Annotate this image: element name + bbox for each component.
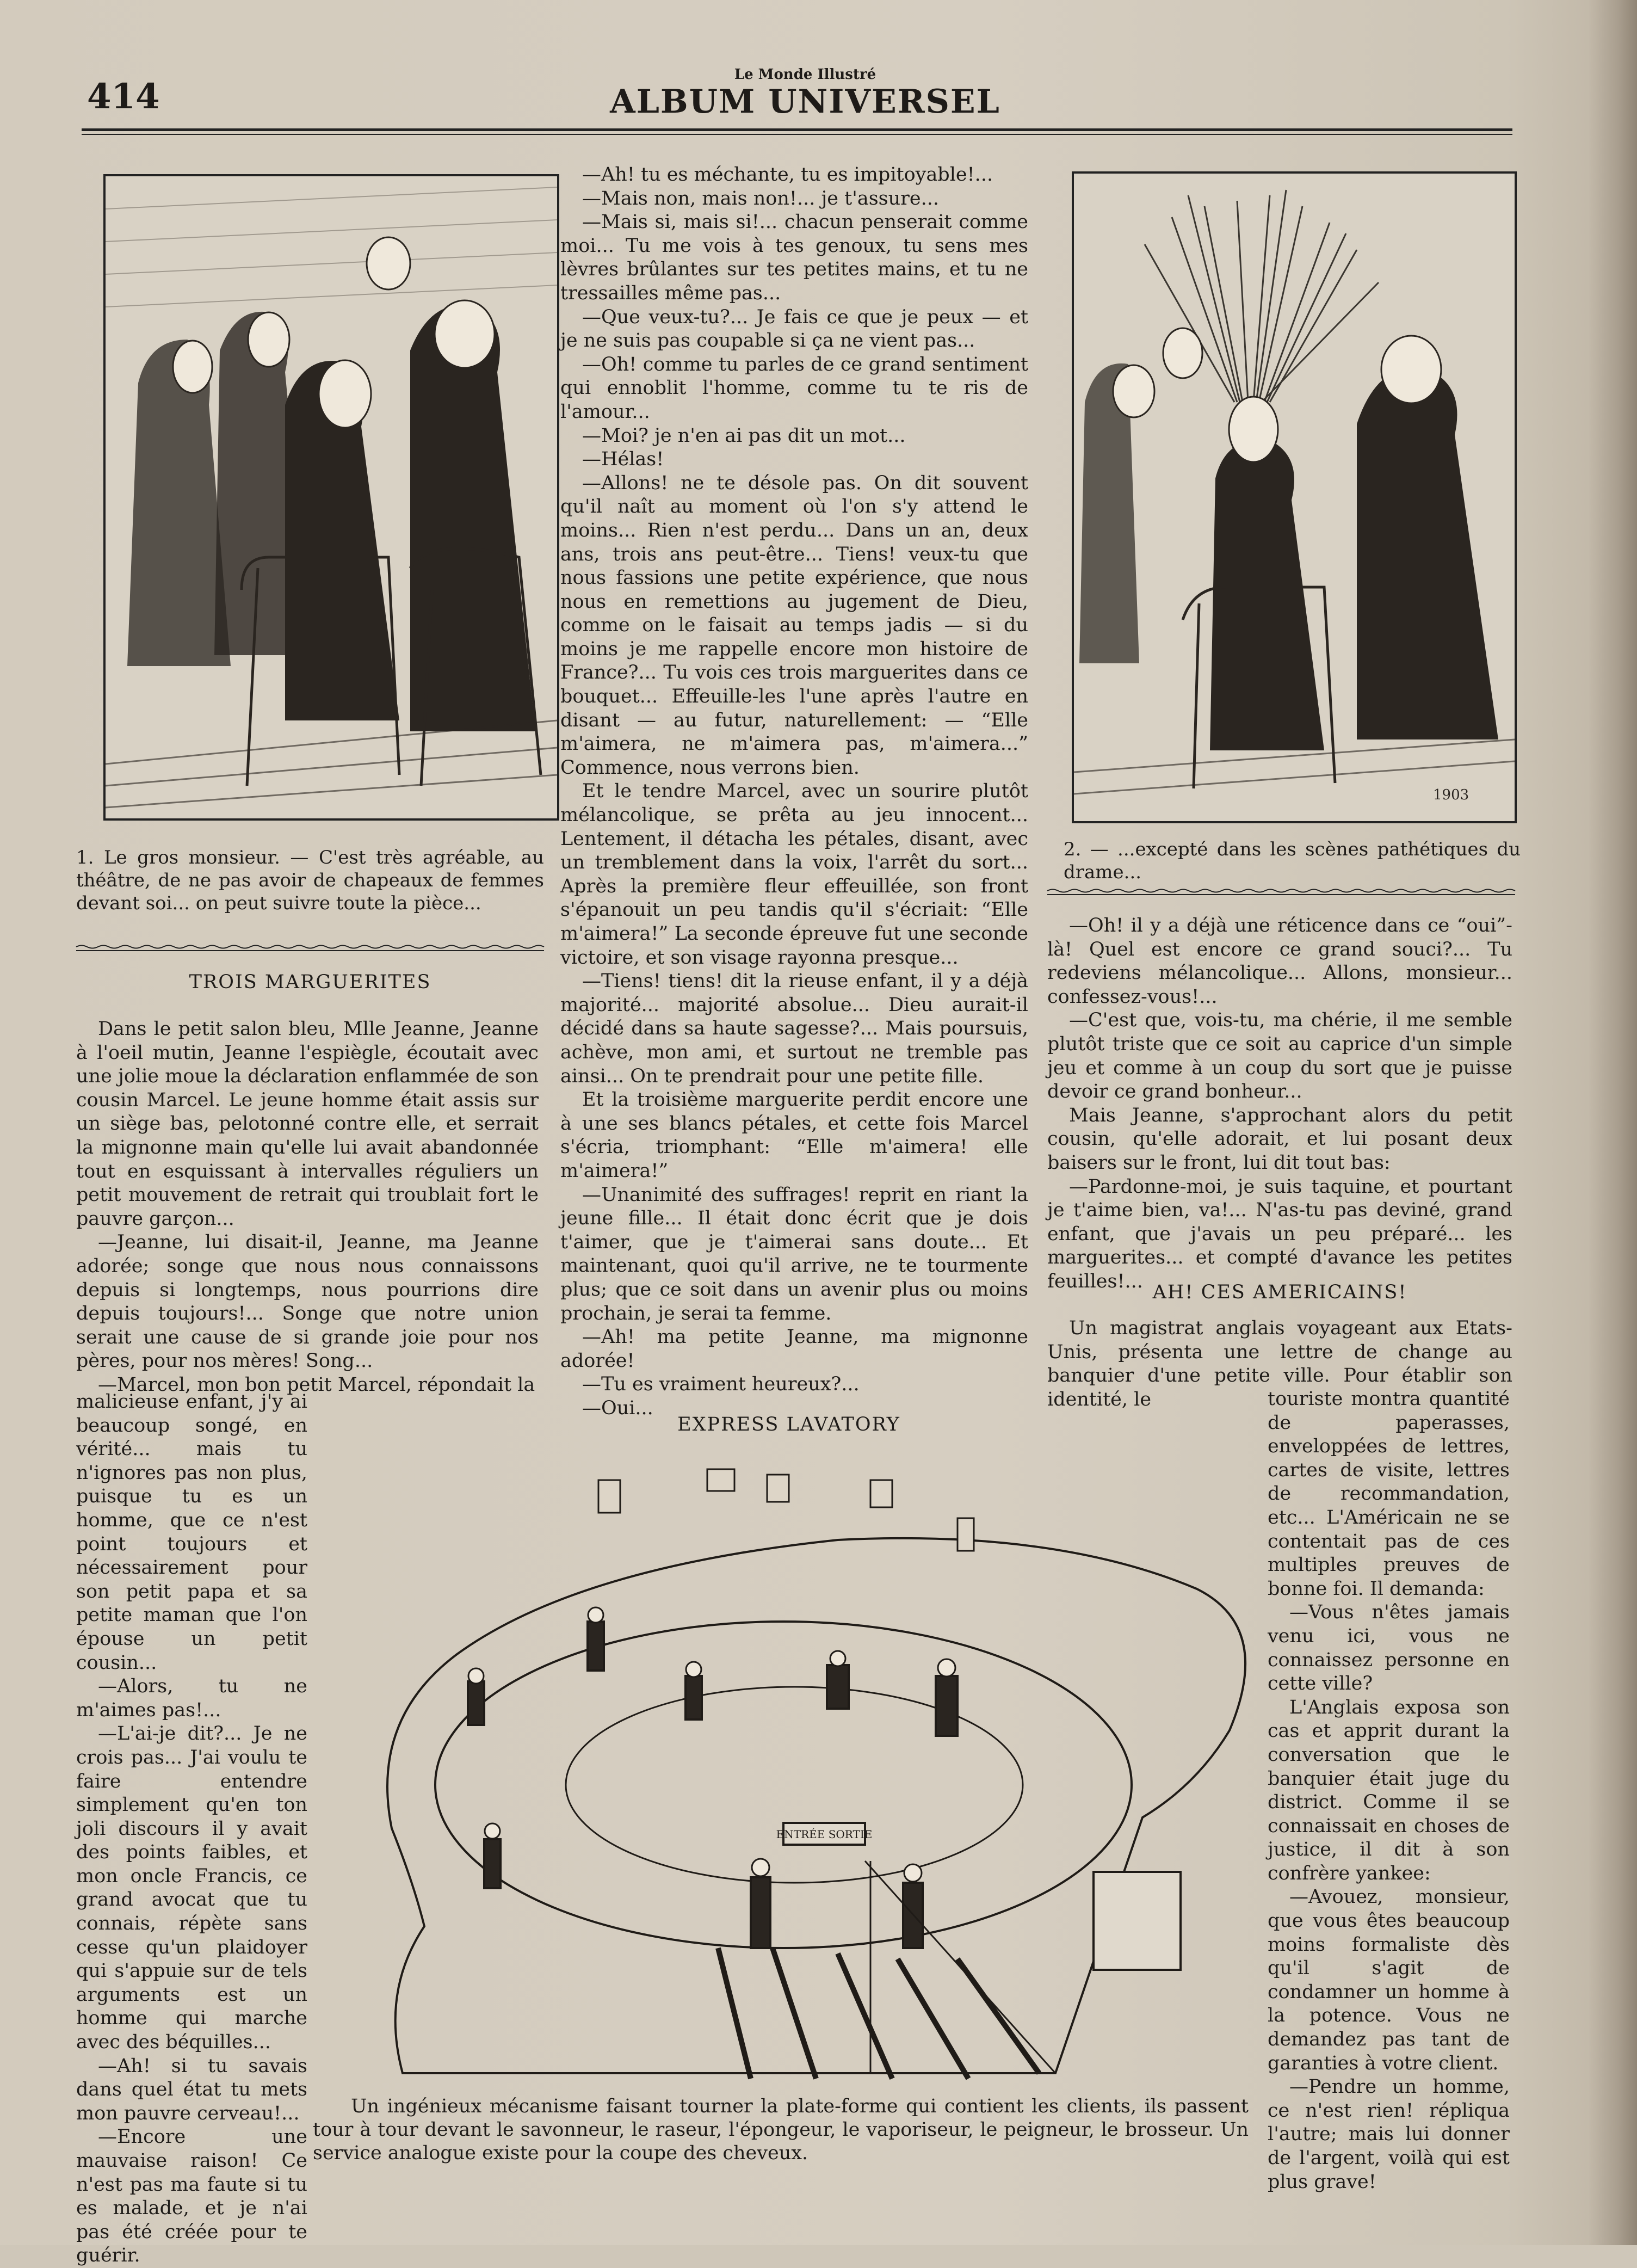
paragraph: —Marcel, mon bon petit Marcel, répondait la (98, 1373, 535, 1396)
masthead-title: ALBUM UNIVERSEL (610, 83, 1000, 121)
page-spine-shadow (1588, 0, 1637, 2245)
express-lavatory-title: EXPRESS LAVATORY (677, 1414, 900, 1435)
illustration-theatre-1 (103, 174, 559, 821)
entree-sortie-sign: ENTRÉE SORTIE (776, 1828, 873, 1841)
paragraph: —Pardonne-moi, je suis taquine, et pourtant je t'aime bien, va!... N'as-tu pas deviné, grand enfant, que j'avais un peu préparé... les marguerites... et compté d'avance les petites feuilles!... (1047, 1175, 1512, 1292)
paragraph: Et la troisième marguerite perdit encore une à une ses blancs pétales, et cette fois Marcel s'écria, triomphant: “Elle m'aimera! elle m'aimera!” (560, 1089, 1028, 1182)
express-lavatory-illustration (348, 1447, 1284, 2084)
story1-column1-narrow (76, 1390, 307, 2268)
paragraph: —Ah! ma petite Jeanne, ma mignonne adorée! (560, 1326, 1028, 1372)
section-divider (76, 944, 544, 953)
header-rule (82, 128, 1512, 131)
paragraph: L'Anglais exposa son cas et apprit durant la conversation que le banquier était juge du district. Comme il se connaissait en choses de justice, il dit à son confrère yankee: (1268, 1696, 1510, 1884)
paragraph: —Ah! tu es méchante, tu es impitoyable!... (582, 164, 993, 186)
paragraph: —Vous n'êtes jamais venu ici, vous ne connaissez personne en cette ville? (1268, 1601, 1510, 1695)
story1-column3 (1047, 914, 1512, 1294)
signature-year: 1903 (1433, 787, 1469, 803)
paragraph: —Encore une mauvaise raison! Ce n'est pas ma faute si tu es malade, et je n'ai pas été créée pour te guérir. (76, 2126, 307, 2267)
figure-1-caption: 1. Le gros monsieur. — C'est très agréable, au théâtre, de ne pas avoir de chapeaux de femmes devant soi... on peut suivre toute la pièce... (76, 847, 544, 914)
theatre-audience-drawing (106, 176, 557, 818)
paragraph: —Tiens! tiens! dit la rieuse enfant, il y a déjà majorité... majorité absolue... Dieu aurait-il décidé dans sa haute sagesse?... Mais poursuis, achève, mon ami, et surtout ne tremble pas ainsi... On te prendrait pour une petite fille. (560, 970, 1028, 1087)
paragraph: —Oui... (582, 1397, 653, 1419)
paragraph: Dans le petit salon bleu, Mlle Jeanne, Jeanne à l'oeil mutin, Jeanne l'espiègle, écoutait avec une jolie moue la déclaration enflammée de son cousin Marcel. Le jeune homme était assis sur un siège bas, pelotonné contre elle, et serrait la mignonne main qu'elle lui avait abandonnée tout en esquissant à intervalles réguliers un petit mouvement de retrait qui troublait fort le pauvre garçon... (76, 1018, 539, 1230)
paragraph: —Hélas! (582, 448, 664, 471)
page-number: 414 (87, 76, 160, 117)
story2-narrow-column (1268, 1388, 1510, 2194)
paragraph: —Jeanne, lui disait-il, Jeanne, ma Jeanne adorée; songe que nous nous connaissons depuis si longtemps, nous pourrions dire depuis toujours!... Songe que notre union serait une cause de si grande joie pour nos pères, pour nos mères! Song... (76, 1231, 539, 1372)
illustration-theatre-2 (1072, 171, 1517, 823)
theatre-hair-drawing (1074, 174, 1515, 821)
paragraph: Mais Jeanne, s'approchant alors du petit cousin, qu'elle adorait, et lui posant deux baisers sur le front, lui dit tout bas: (1047, 1104, 1512, 1174)
paragraph: —Avouez, monsieur, que vous êtes beaucoup moins formaliste dès qu'il s'agit de condamner un homme à la potence. Vous ne demandez pas tant de garanties à votre client. (1268, 1886, 1510, 2074)
paragraph: —Que veux-tu?... Je fais ce que je peux — et je ne suis pas coupable si ça ne vient pas... (560, 306, 1028, 352)
paragraph: —L'ai-je dit?... Je ne crois pas... J'ai voulu te faire entendre simplement qu'en ton joli discours il y avait des points faibles, et mon oncle Francis, ce grand avocat que tu connais, répète sans cesse qu'un plaidoyer qui s'appuie sur de tels arguments est un homme qui marche avec des béquilles... (76, 1723, 307, 2054)
paragraph: —Ah! si tu savais dans quel état tu mets mon pauvre cerveau!... (76, 2055, 307, 2124)
story1-column2 (560, 163, 1028, 1420)
paragraph: —Mais si, mais si!... chacun penserait comme moi... Tu me vois à tes genoux, tu sens mes lèvres brûlantes sur tes petites mains, et tu ne tressailles même pas... (560, 211, 1028, 304)
paragraph: —Tu es vraiment heureux?... (582, 1373, 860, 1396)
header-rule-thin (82, 134, 1512, 135)
story1-column1-top (76, 1018, 539, 1397)
paragraph: —Unanimité des suffrages! reprit en riant la jeune fille... Il était donc écrit que je dois t'aimer, que je t'aimerai sans doute... Et maintenant, quoi qu'il arrive, ne te tourmente plus; que ce soit dans un avenir plus ou moins prochain, je serai ta femme. (560, 1184, 1028, 1324)
section-divider (1047, 888, 1515, 897)
paragraph: —Alors, tu ne m'aimes pas!... (76, 1675, 307, 1721)
paragraph: Et le tendre Marcel, avec un sourire plutôt mélancolique, se prêta au jeu innocent... Lentement, il détacha les pétales, disant, avec un tremblement dans la voix, l'arrêt du sort... Après la première fleur effeuillée, son front s'épanouit un peu tandis qu'il s'écriait: “Elle m'aimera!” La seconde épreuve fut une seconde victoire, et son visage rayonna presque... (560, 780, 1028, 969)
paragraph: —Moi? je n'en ai pas dit un mot... (582, 424, 906, 447)
masthead-kicker: Le Monde Illustré (734, 66, 876, 83)
story-title-trois-marguerites: TROIS MARGUERITES (189, 971, 431, 993)
paragraph: —Pendre un homme, ce n'est rien! répliqua l'autre; mais lui donner de l'argent, voilà qui est plus grave! (1268, 2076, 1510, 2193)
figure-2-caption: 2. — ...excepté dans les scènes pathétiques du drame... (1064, 839, 1521, 883)
express-lavatory-caption: Un ingénieux mécanisme faisant tourner la plate-forme qui contient les clients, ils passent tour à tour devant le savonneur, le raseur, l'épongeur, le vaporiseur, le peigneur, le brosseur. Un service analogue existe pour la coupe des cheveux. (313, 2096, 1249, 2164)
paragraph: —Mais non, mais non!... je t'assure... (582, 187, 939, 209)
paragraph: —Oh! il y a déjà une réticence dans ce “oui”-là! Quel est encore ce grand souci?... Tu redeviens mélancolique... Allons, monsieur... confessez-vous!... (1047, 915, 1512, 1008)
paragraph: Un magistrat anglais voyageant aux Etats-Unis, présenta une lettre de change au banquier d'une petite ville. Pour établir son identité, le (1047, 1317, 1512, 1410)
paragraph: —C'est que, vois-tu, ma chérie, il me semble plutôt triste que ce soit au caprice d'un simple jeu et comme à un coup du sort que je puisse devoir ce grand bonheur... (1047, 1009, 1512, 1103)
paragraph: malicieuse enfant, j'y ai beaucoup songé, en vérité... mais tu n'ignores pas non plus, puisque tu es un homme, que ce n'est point toujours et nécessairement pour son petit papa et sa petite maman que l'on épouse un petit cousin... (76, 1391, 307, 1674)
story-title-ah-ces-americains: AH! CES AMERICAINS! (1152, 1281, 1407, 1303)
paragraph: —Allons! ne te désole pas. On dit souvent qu'il naît au moment où l'on s'y attend le moins... Rien n'est perdu... Dans un an, deux ans, trois ans peut-être... Tiens! veux-tu que nous fassions une petite expérience, que nous nous en remettions au jugement de Dieu, comme on le faisait au temps jadis — si du moins je me rappelle encore mon histoire de France?... Tu vois ces trois marguerites dans ce bouquet... Effeuille-les l'une après l'autre en disant — au futur, naturellement: — “Elle m'aimera, ne m'aimera pas, m'aimera...” Commence, nous verrons bien. (560, 472, 1028, 779)
paragraph: —Oh! comme tu parles de ce grand sentiment qui ennoblit l'homme, comme tu te ris de l'amour... (560, 353, 1028, 423)
paragraph: touriste montra quantité de paperasses, enveloppées de lettres, cartes de visite, lettres de recommandation, etc... L'Américain ne se contentait pas de ces multiples preuves de bonne foi. Il demanda: (1268, 1388, 1510, 1600)
